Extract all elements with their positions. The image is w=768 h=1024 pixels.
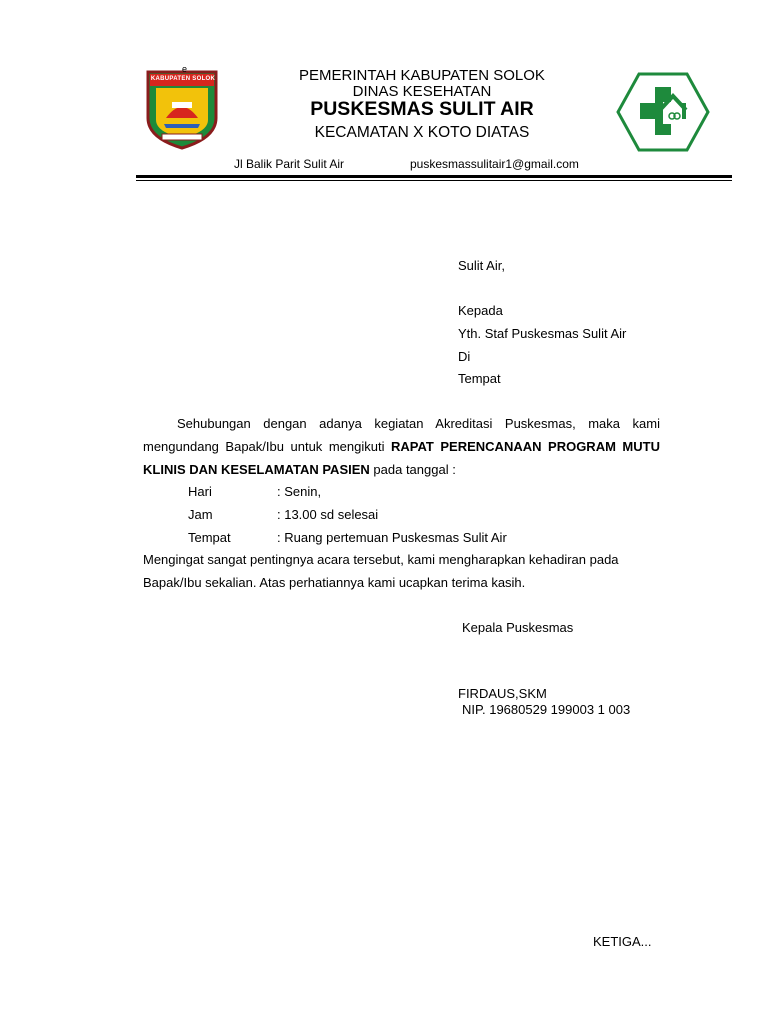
header-address: Jl Balik Parit Sulit Air xyxy=(234,157,345,171)
recipient-name: Yth. Staf Puskesmas Sulit Air xyxy=(458,326,627,341)
header-divider-thin xyxy=(136,180,732,181)
place-date: Sulit Air, xyxy=(458,258,505,273)
detail-value: : Ruang pertemuan Puskesmas Sulit Air xyxy=(277,530,507,545)
meeting-title: RAPAT PERENCANAAN PROGRAM MUTU KLINIS DAN KESELAMATAN PASIEN xyxy=(143,439,660,477)
header-institution: PUSKESMAS SULIT AIR xyxy=(310,98,534,120)
paragraph-text-b: pada tanggal : xyxy=(369,462,456,477)
closing-paragraph: Mengingat sangat pentingnya acara tersebut, kami mengharapkan kehadiran pada Bapak/Ibu sekalian. Atas perhatiannya kami ucapkan terima kasih. xyxy=(143,552,619,590)
puskesmas-cross-house-icon xyxy=(616,72,710,152)
crest-mark: e xyxy=(182,64,188,74)
header-district: KECAMATAN X KOTO DIATAS xyxy=(314,124,530,141)
detail-label: Hari xyxy=(188,484,212,499)
paragraph-text-a: Sehubungan dengan adanya kegiatan Akreditasi Puskesmas, maka kami mengundang Bapak/Ibu untuk mengikuti xyxy=(143,416,660,454)
detail-value: : 13.00 sd selesai xyxy=(277,507,379,522)
crest-top-text: KABUPATEN SOLOK xyxy=(150,76,216,82)
recipient-to: Kepada xyxy=(458,303,503,318)
header-department: DINAS KESEHATAN xyxy=(352,83,492,100)
detail-label: Jam xyxy=(188,507,213,522)
header-government: PEMERINTAH KABUPATEN SOLOK xyxy=(299,67,545,84)
signature-name: FIRDAUS,SKM xyxy=(458,686,547,701)
header-email: puskesmassulitair1@gmail.com xyxy=(410,157,579,171)
recipient-di: Di xyxy=(458,349,471,364)
signature-title: Kepala Puskesmas xyxy=(462,620,574,635)
recipient-place: Tempat xyxy=(458,371,501,386)
signature-nip: NIP. 19680529 199003 1 003 xyxy=(462,702,631,717)
detail-label: Tempat xyxy=(188,530,231,545)
invitation-paragraph xyxy=(143,412,660,481)
next-page-marker: KETIGA... xyxy=(593,934,652,949)
detail-value: : Senin, xyxy=(277,484,322,499)
header-divider-thick xyxy=(136,175,732,178)
